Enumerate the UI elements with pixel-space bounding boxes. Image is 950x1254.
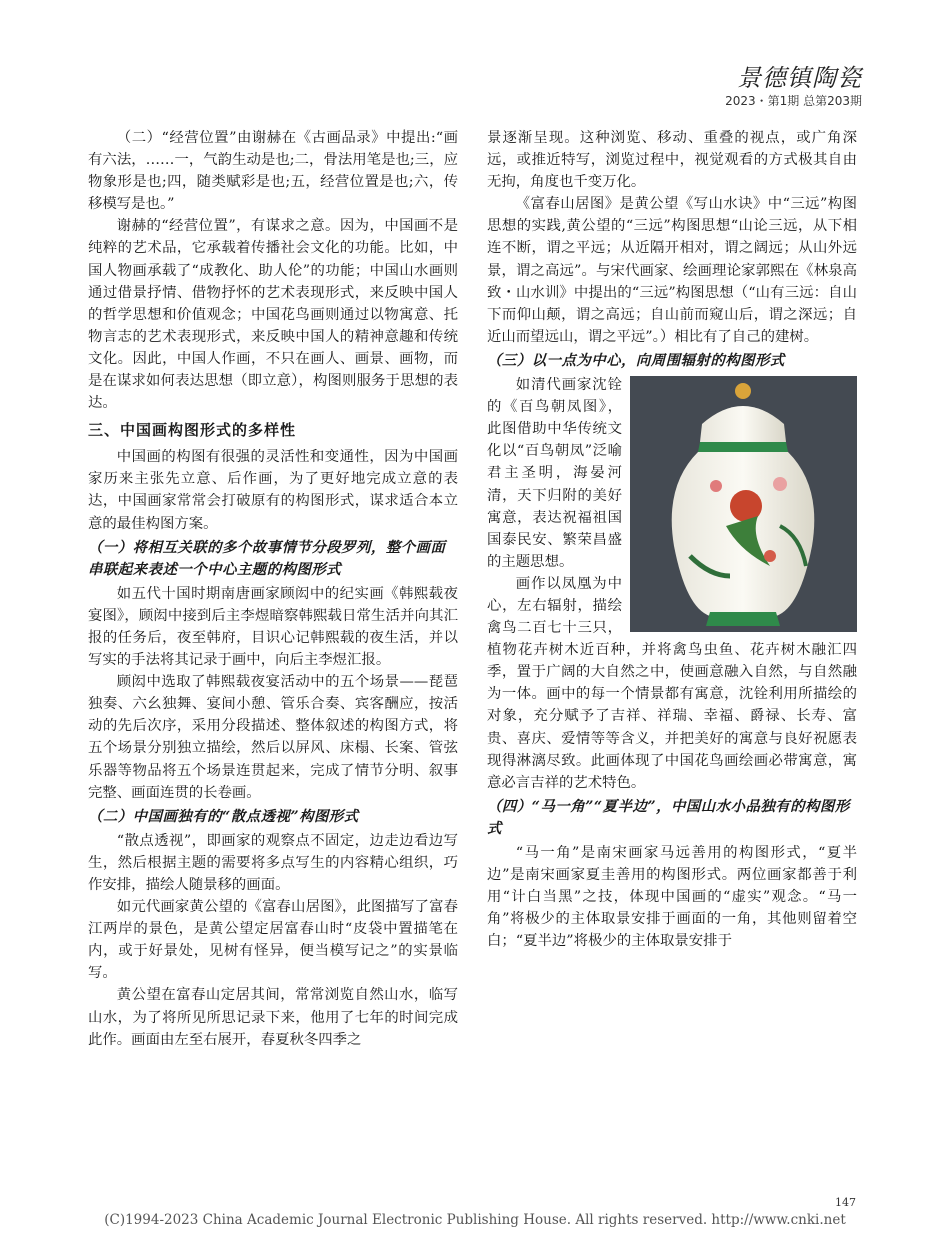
subsection-heading: （四）“马一角”“夏半边”，中国山水小品独有的构图形式: [487, 797, 850, 837]
subsection-heading: （一）将相互关联的多个故事情节分段罗列，整个画面串联起来表述一个中心主题的构图形式: [88, 538, 446, 578]
paragraph: 黄公望在富春山定居其间，常常浏览自然山水，临写山水，为了将所见所思记录下来，他用了七年的时间完成此作。画面由左至右展开，春夏秋冬四季之: [88, 987, 458, 1048]
paragraph: “散点透视”，即画家的观察点不固定，边走边看边写生，然后根据主题的需要将多点写生的内容精心组织，巧作安排，描绘人随景移的画面。: [88, 832, 458, 893]
subsection-heading: （二）中国画独有的“散点透视”构图形式: [88, 807, 359, 825]
copyright-footer: (C)1994-2023 China Academic Journal Electronic Publishing House. All rights reserved. http://www.cnki.net: [104, 1212, 846, 1228]
paragraph: 《富春山居图》是黄公望《写山水诀》中“三远”构图思想的实践,黄公望的“三远”构图思想“山论三远，从下相连不断，谓之平远；从近隔开相对，谓之阔远；从山外远景，谓之高远”。与宋代画家、绘画理论家郭熙在《林泉高致・山水训》中提出的“三远”构图思想（“山有三远：自山下而仰山颠，谓之高远；自山前而窥山后，谓之深远；自近山而望远山，谓之平远”。）相比有了自己的建树。: [487, 196, 857, 345]
paragraph: 如元代画家黄公望的《富春山居图》，此图描写了富春江两岸的景色，是黄公望定居富春山时“皮袋中置描笔在内，或于好景处，见树有怪异，便当模写记之”的实景临写。: [88, 899, 458, 982]
issue-info: 2023・第1期 总第203期: [725, 94, 862, 108]
journal-masthead: 景德镇陶瓷: [737, 64, 862, 92]
right-column: [487, 127, 857, 952]
paragraph: 中国画的构图有很强的灵活性和变通性，因为中国画家历来主张先立意、后作画，为了更好地完成立意的表达，中国画家常常会打破原有的构图形式，谋求适合本立意的最佳构图方案。: [88, 449, 458, 532]
paragraph: 顾闳中选取了韩熙载夜宴活动中的五个场景——琵琶独奏、六幺独舞、宴间小憩、管乐合奏、宾客酬应，按活动的先后次序，采用分段描述、整体叙述的构图方式，将五个场景分别独立描绘，然后以屏风、床榻、长案、管弦乐器等物品将五个场景连贯起来，完成了情节分明、叙事完整、画面连贯的长卷画。: [88, 674, 458, 801]
section-heading: 三、中国画构图形式的多样性: [88, 421, 297, 440]
paragraph: 谢赫的“经营位置”，有谋求之意。因为，中国画不是纯粹的艺术品，它承载着传播社会文化的功能。比如，中国人物画承载了“成教化、助人伦”的功能；中国山水画则通过借景抒情、借物抒怀的艺术表现形式，来反映中国人的哲学思想和价值观念；中国花鸟画则通过以物寓意、托物言志的艺术表现形式，来反映中国人的精神意趣和传统文化。因此，中国人作画，不只在画人、画景、画物，而是在谋求如何表达思想（即立意），构图则服务于思想的表达。: [88, 218, 458, 412]
subsection-heading: （三）以一点为中心，向周围辐射的构图形式: [487, 351, 785, 369]
paragraph: 如清代画家沈铨的《百鸟朝凤图》，此图借助中华传统文化以“百鸟朝凤”泛喻君主圣明，海晏河清，天下归附的美好寓意，表达祝福祖国国泰民安、繁荣昌盛的主题思想。: [487, 377, 622, 570]
porcelain-vase-image: [630, 376, 857, 632]
page-number: 147: [835, 1196, 856, 1209]
paragraph: “马一角”是南宋画家马远善用的构图形式，“夏半边”是南宋画家夏圭善用的构图形式。两位画家都善于利用“计白当黑”之技，体现中国画的“虚实”观念。“马一角”将极少的主体取景安排于画面的一角，其他则留着空白；“夏半边”将极少的主体取景安排于: [487, 845, 857, 950]
vase-illustration: [630, 376, 857, 632]
paragraph: 如五代十国时期南唐画家顾闳中的纪实画《韩熙载夜宴图》，顾闳中接到后主李煜暗察韩熙载日常生活并向其汇报的任务后，夜至韩府，目识心记韩熙载的夜生活，并以写实的手法将其记录于画中，向后主李煜汇报。: [88, 585, 458, 669]
left-column: [88, 127, 458, 1051]
paragraph: （二）“经营位置”由谢赫在《古画品录》中提出:“画有六法，……一，气韵生动是也;二，骨法用笔是也;三，应物象形是也;四，随类赋彩是也;五，经营位置是也;六，传移模写是也。”: [88, 130, 458, 213]
paragraph: 画作以凤凰为中心，左右辐射，描绘禽鸟二百七十三只，植物花卉树木近百种，并将禽鸟虫鱼、花卉树木融汇四季，置于广阔的大自然之中，使画意融入自然，与自然融为一体。画中的每一个情景都有寓意，沈铨利用所描绘的对象，充分赋予了吉祥、祥瑞、幸福、爵禄、长寿、富贵、喜庆、爱情等等含义，并把美好的寓意与良好祝愿表现得淋漓尽致。此画体现了中国花鸟画绘画必带寓意，寓意必言吉祥的艺术特色。: [487, 575, 857, 791]
paragraph: 景逐渐呈现。这种浏览、移动、重叠的视点，或广角深远，或推近特写，浏览过程中，视觉观看的方式极其自由无拘，角度也千变万化。: [487, 130, 857, 191]
